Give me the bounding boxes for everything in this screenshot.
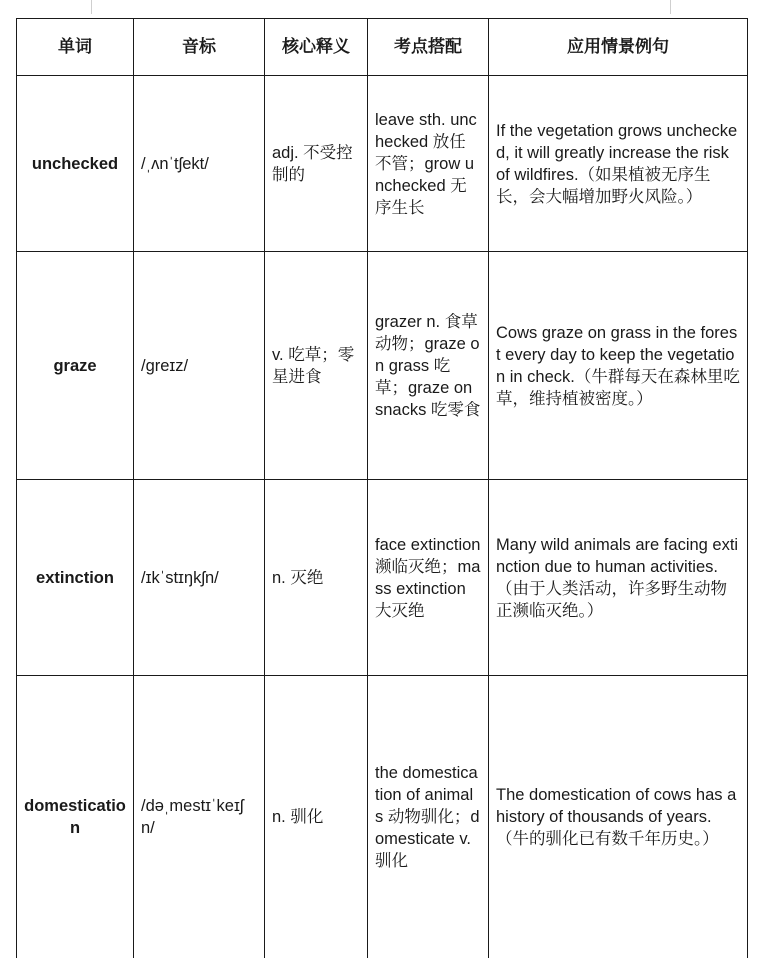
header-collocations: 考点搭配 (368, 19, 489, 76)
collocations-cell: the domestication of animals 动物驯化；domesticate v. 驯化 (368, 676, 489, 959)
header-example: 应用情景例句 (489, 19, 748, 76)
meaning-cell: n. 灭绝 (265, 480, 368, 676)
example-cell: The domestication of cows has a history of thousands of years.（牛的驯化已有数千年历史。） (489, 676, 748, 959)
table-row (17, 676, 748, 959)
collocations-cell: leave sth. unchecked 放任不管；grow unchecked 无序生长 (368, 76, 489, 252)
meaning-cell: adj. 不受控制的 (265, 76, 368, 252)
meaning-cell: n. 驯化 (265, 676, 368, 959)
collocations-cell: face extinction 濒临灭绝；mass extinction 大灭绝 (368, 480, 489, 676)
page-margin-mark-right (670, 0, 671, 14)
table-row (17, 76, 748, 252)
example-cell: Many wild animals are facing extinction due to human activities.（由于人类活动，许多野生动物正濒临灭绝。） (489, 480, 748, 676)
header-word: 单词 (17, 19, 134, 76)
collocations-cell: grazer n. 食草动物；graze on grass 吃草；graze on snacks 吃零食 (368, 252, 489, 480)
example-cell: If the vegetation grows unchecked, it will greatly increase the risk of wildfires.（如果植被无序生长，会大幅增加野火风险。） (489, 76, 748, 252)
word-cell: extinction (17, 480, 134, 676)
header-meaning: 核心释义 (265, 19, 368, 76)
header-phonetic: 音标 (134, 19, 265, 76)
vocabulary-table (16, 18, 748, 958)
phonetic-cell: /ɪkˈstɪŋkʃn/ (134, 480, 265, 676)
phonetic-cell: /dəˌmestɪˈkeɪʃn/ (134, 676, 265, 959)
word-cell: unchecked (17, 76, 134, 252)
word-cell: domestication (17, 676, 134, 959)
table-row (17, 480, 748, 676)
page-margin-mark-left (91, 0, 92, 14)
example-cell: Cows graze on grass in the forest every day to keep the vegetation in check.（牛群每天在森林里吃草，维持植被密度。） (489, 252, 748, 480)
phonetic-cell: /ˌʌnˈtʃekt/ (134, 76, 265, 252)
meaning-cell: v. 吃草；零星进食 (265, 252, 368, 480)
table-row (17, 252, 748, 480)
word-cell: graze (17, 252, 134, 480)
table-header-row (17, 19, 748, 76)
phonetic-cell: /greɪz/ (134, 252, 265, 480)
